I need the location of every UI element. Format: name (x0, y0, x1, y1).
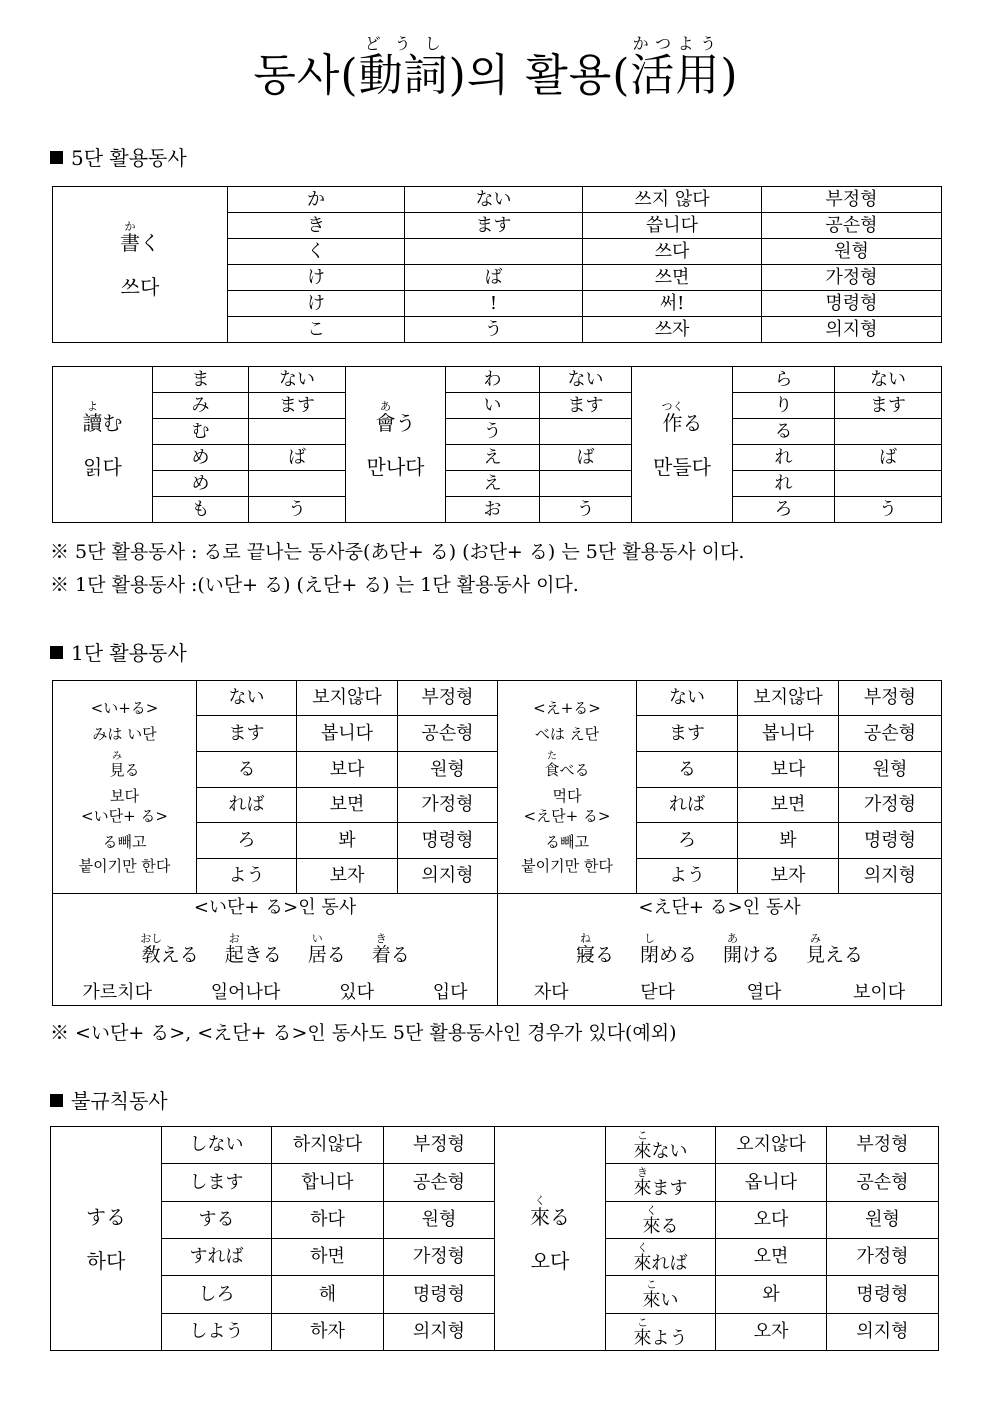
cell: 하다 (272, 1202, 384, 1239)
cell: 가정형 (398, 788, 498, 823)
cell: か (228, 187, 405, 213)
cell: 원형 (762, 239, 942, 265)
cell: しない (162, 1127, 272, 1164)
cell: ない (197, 681, 297, 716)
cell: 원형 (827, 1202, 939, 1239)
cell: ! (405, 291, 583, 317)
cell: 명령형 (398, 823, 498, 859)
cell: む (153, 419, 249, 445)
cell: め (153, 471, 249, 497)
table-godan-three (52, 366, 942, 523)
cell: 쓰자 (583, 317, 762, 343)
cell: 부정형 (384, 1127, 495, 1164)
cell: 해 (272, 1276, 384, 1314)
cell: しよう (162, 1314, 272, 1351)
cell: ら (733, 367, 835, 393)
cell: ば (405, 265, 583, 291)
cell (249, 419, 346, 445)
cell: 합니다 (272, 1164, 384, 1202)
cell: 오면 (716, 1239, 827, 1276)
cell: 봐 (297, 823, 398, 859)
cell: う (249, 497, 346, 523)
cell: 부정형 (839, 681, 942, 716)
cell: く (228, 239, 405, 265)
cell: け (228, 265, 405, 291)
cell: 하면 (272, 1239, 384, 1276)
cell: 來くれば (606, 1239, 716, 1276)
cell: 공손형 (827, 1164, 939, 1202)
cell: る (637, 752, 738, 788)
cell: 보다 (738, 752, 839, 788)
cell: 공손형 (384, 1164, 495, 1202)
cell: 來くる (606, 1202, 716, 1239)
cell: 하자 (272, 1314, 384, 1351)
cell: お (446, 497, 540, 523)
cell: め (153, 445, 249, 471)
cell: 부정형 (398, 681, 498, 716)
square-bullet-icon (50, 646, 63, 659)
cell: 봅니다 (297, 716, 398, 752)
cell: 보지않다 (297, 681, 398, 716)
cell: ば (835, 445, 942, 471)
cell: 와 (716, 1276, 827, 1314)
cell: 명령형 (827, 1276, 939, 1314)
verb-cell-miru: <い+る> みは い단 見みる 보다 <い단+ る> る빼고 붙이기만 한다 (53, 681, 197, 894)
verb-cell-tsukuru: 作つくる 만들다 (632, 367, 733, 523)
cell: ます (197, 716, 297, 752)
cell (540, 419, 632, 445)
page-title: 동사(動詞どうし)의 활용(活用かつよう) (253, 34, 739, 101)
cell: 써! (583, 291, 762, 317)
table-godan-kaku (52, 186, 942, 343)
cell: ます (835, 393, 942, 419)
cell: ま (153, 367, 249, 393)
cell (835, 419, 942, 445)
cell: 來こない (606, 1127, 716, 1164)
verb-cell-au: 會あう 만나다 (346, 367, 446, 523)
cell: ない (637, 681, 738, 716)
cell: 하지않다 (272, 1127, 384, 1164)
cell: け (228, 291, 405, 317)
cell: ろ (637, 823, 738, 859)
cell: 來こよう (606, 1314, 716, 1351)
cell: ば (540, 445, 632, 471)
cell (540, 471, 632, 497)
section-heading-irregular: 불규칙동사 (50, 1089, 168, 1113)
cell: ない (835, 367, 942, 393)
cell: 쓰면 (583, 265, 762, 291)
cell: すれば (162, 1239, 272, 1276)
cell: 來きます (606, 1164, 716, 1202)
section-heading-godan: 5단 활용동사 (50, 146, 187, 170)
cell: 봅니다 (738, 716, 839, 752)
cell: します (162, 1164, 272, 1202)
cell: 명령형 (384, 1276, 495, 1314)
cell: ば (249, 445, 346, 471)
cell: ます (540, 393, 632, 419)
cell: ます (405, 213, 583, 239)
verb-cell-kaku: 書かく 쓰다 (53, 187, 228, 343)
cell: 가정형 (384, 1239, 495, 1276)
cell: 보자 (738, 859, 839, 894)
cell: よう (637, 859, 738, 894)
cell: る (733, 419, 835, 445)
cell: 원형 (384, 1202, 495, 1239)
cell: ない (405, 187, 583, 213)
note-ichidan: ※ 1단 활용동사 :(い단+ る) (え단+ る) 는 1단 활용동사 이다. (50, 574, 579, 596)
cell (835, 471, 942, 497)
cell: れば (637, 788, 738, 823)
cell: 공손형 (839, 716, 942, 752)
cell: ろ (197, 823, 297, 859)
note-exception: ※ <い단+ る>, <え단+ る>인 동사도 5단 활용동사인 경우가 있다(예외) (50, 1022, 677, 1044)
verb-cell-yomu: 讀よむ 읽다 (53, 367, 153, 523)
cell: ない (540, 367, 632, 393)
square-bullet-icon (50, 151, 63, 164)
title-ruby-2: 活用かつよう (630, 34, 721, 101)
cell: 부정형 (762, 187, 942, 213)
cell: 씁니다 (583, 213, 762, 239)
cell: え (446, 471, 540, 497)
cell: 보자 (297, 859, 398, 894)
cell (405, 239, 583, 265)
cell: よう (197, 859, 297, 894)
cell: しろ (162, 1276, 272, 1314)
cell: う (446, 419, 540, 445)
cell: も (153, 497, 249, 523)
cell: 가정형 (762, 265, 942, 291)
cell: 공손형 (398, 716, 498, 752)
cell (249, 471, 346, 497)
cell: 의지형 (762, 317, 942, 343)
cell: れ (733, 445, 835, 471)
cell: え (446, 445, 540, 471)
cell: 보면 (297, 788, 398, 823)
cell: る (197, 752, 297, 788)
cell: い (446, 393, 540, 419)
cell: こ (228, 317, 405, 343)
cell: 명령형 (839, 823, 942, 859)
cell: ます (637, 716, 738, 752)
cell: 보다 (297, 752, 398, 788)
cell: 쓰지 않다 (583, 187, 762, 213)
cell: わ (446, 367, 540, 393)
cell: 의지형 (839, 859, 942, 894)
examples-i-dan: <い단+ る>인 동사 敎おしえる 起おきる 居いる 着きる 가르치다 일어나다 있다 입다 (53, 894, 498, 1006)
note-godan: ※ 5단 활용동사 : る로 끝나는 동사중(あ단+ る) (お단+ る) 는 5단 활용동사 이다. (50, 541, 745, 563)
cell: ろ (733, 497, 835, 523)
cell: う (405, 317, 583, 343)
cell: 의지형 (827, 1314, 939, 1351)
verb-cell-suru: する 하다 (51, 1127, 162, 1351)
cell: 보면 (738, 788, 839, 823)
square-bullet-icon (50, 1094, 63, 1107)
cell: り (733, 393, 835, 419)
cell: う (540, 497, 632, 523)
cell: 명령형 (762, 291, 942, 317)
cell: 의지형 (398, 859, 498, 894)
title-ruby-1: 動詞どうし (358, 34, 449, 101)
cell: 가정형 (839, 788, 942, 823)
cell: ない (249, 367, 346, 393)
cell: 원형 (839, 752, 942, 788)
cell: れば (197, 788, 297, 823)
cell: う (835, 497, 942, 523)
cell: き (228, 213, 405, 239)
table-ichidan (52, 680, 942, 1006)
verb-cell-taberu: <え+る> べは え단 食たべる 먹다 <え단+ る> る빼고 붙이기만 한다 (498, 681, 637, 894)
cell: 공손형 (762, 213, 942, 239)
cell: 의지형 (384, 1314, 495, 1351)
cell: する (162, 1202, 272, 1239)
cell: れ (733, 471, 835, 497)
cell: 來こい (606, 1276, 716, 1314)
cell: 쓰다 (583, 239, 762, 265)
cell: 보지않다 (738, 681, 839, 716)
cell: 오지않다 (716, 1127, 827, 1164)
cell: 오다 (716, 1202, 827, 1239)
cell: 오자 (716, 1314, 827, 1351)
cell: 부정형 (827, 1127, 939, 1164)
table-irregular (50, 1126, 939, 1351)
cell: ます (249, 393, 346, 419)
cell: 봐 (738, 823, 839, 859)
cell: み (153, 393, 249, 419)
examples-e-dan: <え단+ る>인 동사 寢ねる 閉しめる 開あける 見みえる 자다 닫다 열다 보이다 (498, 894, 942, 1006)
cell: 원형 (398, 752, 498, 788)
cell: 옵니다 (716, 1164, 827, 1202)
cell: 가정형 (827, 1239, 939, 1276)
section-heading-ichidan: 1단 활용동사 (50, 641, 187, 665)
verb-cell-kuru: 來くる 오다 (495, 1127, 606, 1351)
